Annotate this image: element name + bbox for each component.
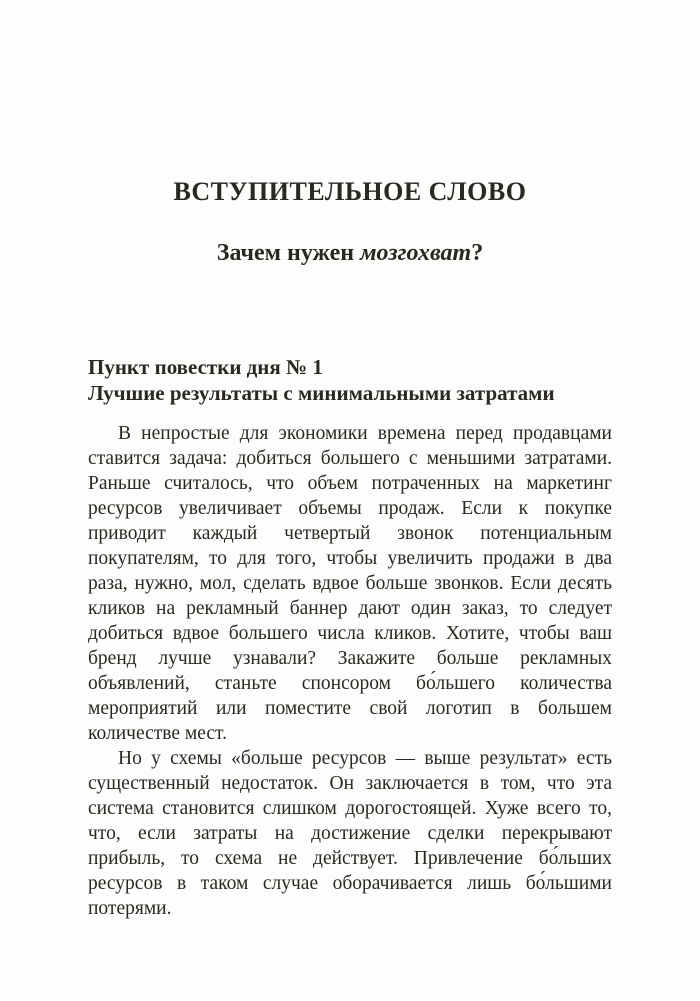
chapter-subtitle-prefix: Зачем нужен: [216, 240, 361, 266]
chapter-subtitle-italic-term: мозгохват: [360, 240, 472, 266]
chapter-title: ВСТУПИТЕЛЬНОЕ СЛОВО: [173, 177, 527, 206]
body-paragraph-2: Но у схемы «больше ресурсов — выше результат» есть существенный недостаток. Он заключается в том, что эта система становится слишком дорогостоящей. Хуже всего то, что, если затраты на достижение сделки перекрывают прибыль, то схема не действует. Привлечение бо́льших ресурсов в таком случае оборачивается лишь бо́льшими потерями.: [88, 748, 612, 919]
section-heading-line1: Пункт повестки дня № 1: [88, 355, 323, 379]
body-text: [88, 421, 612, 921]
chapter-subtitle-punctuation: ?: [471, 240, 484, 266]
section-heading-line2: Лучшие результаты с минимальными затратами: [88, 381, 555, 405]
body-paragraph-1: В непростые для экономики времена перед продавцами ставится задача: добиться большего с меньшими затратами. Раньше считалось, что объем потраченных на маркетинг ресурсов увеличивает объемы продаж. Если к покупке приводит каждый четвертый звонок потенциальным покупателям, то для того, чтобы увеличить продажи в два раза, нужно, мол, сделать вдвое больше звонков. Если десять кликов на рекламный баннер дают один заказ, то следует добиться вдвое большего числа кликов. Хотите, чтобы ваш бренд лучше узнавали? Закажите больше рекламных объявлений, станьте спонсором бо́льшего количества мероприятий или поместите свой логотип в большем количестве мест.: [88, 423, 612, 744]
chapter-subtitle: [0, 240, 700, 266]
section-heading: [88, 354, 612, 406]
